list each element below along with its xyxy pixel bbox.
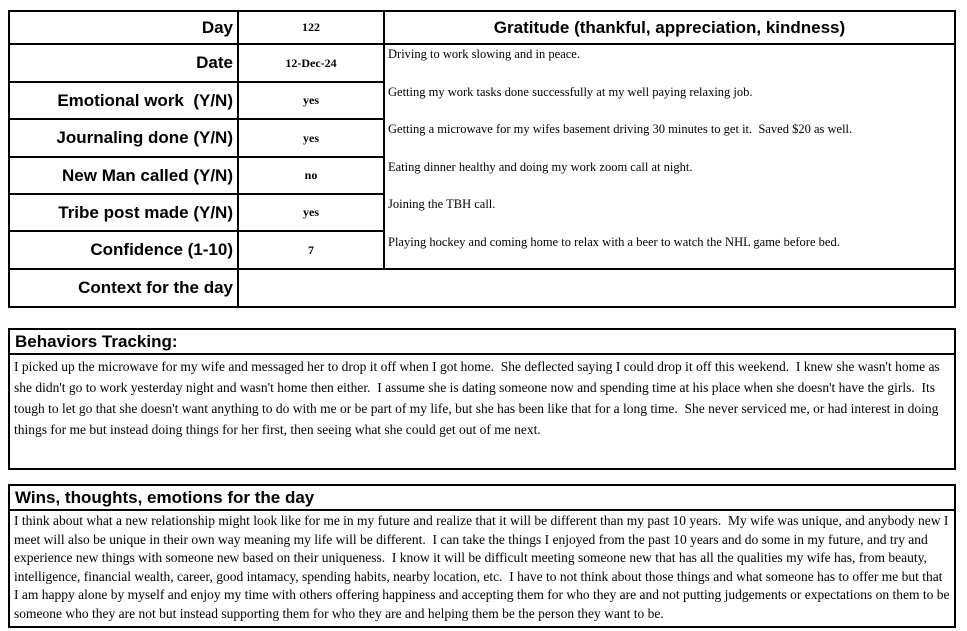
value-date[interactable]: 12-Dec-24 bbox=[239, 45, 385, 83]
label-new-man-called: New Man called (Y/N) bbox=[10, 158, 239, 195]
gratitude-entry[interactable]: Getting my work tasks done successfully at my well paying relaxing job. bbox=[388, 84, 753, 99]
daily-tracker-table bbox=[8, 10, 956, 308]
gratitude-entry[interactable]: Playing hockey and coming home to relax with a beer to watch the NHL game before bed. bbox=[388, 234, 840, 249]
wins-section bbox=[8, 484, 956, 628]
label-emotional-work: Emotional work (Y/N) bbox=[10, 83, 239, 120]
behaviors-tracking-title: Behaviors Tracking: bbox=[10, 330, 954, 355]
wins-text[interactable]: I think about what a new relationship might look like for me in my future and realize that it will be different than my past 10 years. My wife was unique, and anybody new I meet will also be unique in their own way meaning my life will be different. I can take the things I enjoyed from the past 10 years and do some in my future, and try and experience new things with someone new based on their uniqueness. I know it will be difficult meeting someone new that has all the qualities my wife has, from beauty, intelligence, financial wealth, career, good intamacy, spending habits, nearby location, etc. I have to not think about those things and what someone has to offer me but that I am happy alone by myself and enjoy my time with others offering happiness and accepting them for who they are and not putting judgements or expectations on them to be someone who they are not but instead supporting them for who they are and helping them be the person they want to be. bbox=[14, 513, 953, 621]
behaviors-tracking-text[interactable]: I picked up the microwave for my wife and messaged her to drop it off when I got home. She deflected saying I could drop it off this weekend. I knew she wasn't home as she didn't go to work yesterday night and wasn't home then either. I assume she is dating someone now and spending time at his place when she doesn't have the girls. Its tough to let go that she doesn't want anything to do with me or be part of my life, but she has been like that for a long time. She never serviced me, or had interest in doing things for me but instead doing things for her first, then seeing what she could get out of me next. bbox=[14, 359, 944, 437]
value-day[interactable]: 122 bbox=[239, 12, 385, 45]
behaviors-tracking-section bbox=[8, 328, 956, 470]
label-journaling-done: Journaling done (Y/N) bbox=[10, 120, 239, 158]
label-day: Day bbox=[10, 12, 239, 45]
label-date: Date bbox=[10, 45, 239, 83]
wins-title: Wins, thoughts, emotions for the day bbox=[10, 486, 954, 511]
gratitude-entry[interactable]: Driving to work slowing and in peace. bbox=[388, 47, 580, 61]
value-emotional-work[interactable]: yes bbox=[239, 83, 385, 120]
gratitude-entry[interactable]: Getting a microwave for my wifes basement driving 30 minutes to get it. Saved $20 as well. bbox=[388, 122, 853, 136]
value-confidence[interactable]: 7 bbox=[239, 232, 385, 270]
value-new-man-called[interactable]: no bbox=[239, 158, 385, 195]
value-tribe-post-made[interactable]: yes bbox=[239, 195, 385, 232]
gratitude-entry[interactable]: Joining the TBH call. bbox=[388, 197, 496, 211]
label-tribe-post-made: Tribe post made (Y/N) bbox=[10, 195, 239, 232]
gratitude-entry[interactable]: Eating dinner healthy and doing my work zoom call at night. bbox=[388, 159, 693, 174]
gratitude-title: Gratitude (thankful, appreciation, kindness) bbox=[385, 12, 954, 45]
label-context-for-the-day: Context for the day bbox=[10, 270, 239, 306]
gratitude-entries[interactable] bbox=[385, 45, 954, 270]
value-journaling-done[interactable]: yes bbox=[239, 120, 385, 158]
label-confidence: Confidence (1-10) bbox=[10, 232, 239, 270]
value-context-for-the-day[interactable] bbox=[239, 270, 954, 306]
